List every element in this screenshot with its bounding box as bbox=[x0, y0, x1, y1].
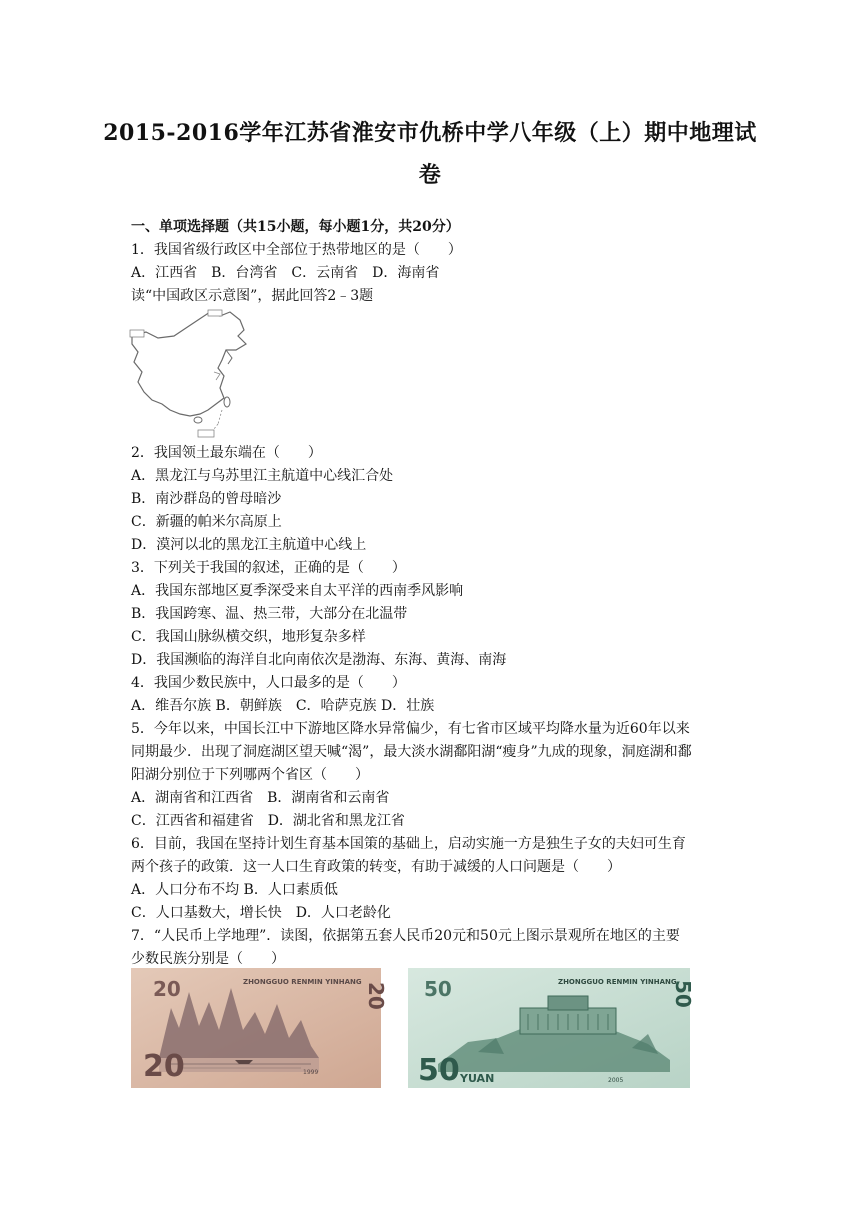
question-1: 1．我国省级行政区中全部位于热带地区的是（ ） bbox=[131, 242, 462, 258]
banknote-50-yuan-image bbox=[408, 968, 695, 1088]
question-6-line-1: 6．目前，我国在坚持计划生育基本国策的基础上，启动实施一方是独生子女的夫妇可生育 bbox=[131, 836, 686, 852]
exam-title-line-1: 2015-2016学年江苏省淮安市仇桥中学八年级（上）期中地理试 bbox=[103, 120, 757, 146]
note20-year: 1999 bbox=[303, 1069, 319, 1076]
question-5-options-ab: A．湖南省和江西省 B．湖南省和云南省 bbox=[131, 790, 390, 806]
question-5-line-1: 5．今年以来，中国长江中下游地区降水异常偏少，有七省市区域平均降水量为近60年以来 bbox=[131, 721, 690, 737]
note50-denomination-top: 50 bbox=[424, 977, 452, 1001]
question-5-line-2: 同期最少．出现了洞庭湖区望天喊“渴”，最大淡水湖鄱阳湖“瘦身”九成的现象，洞庭湖和鄱 bbox=[131, 744, 692, 760]
question-2-option-a: A．黑龙江与乌苏里江主航道中心线汇合处 bbox=[131, 468, 394, 484]
question-1-options: A．江西省 B．台湾省 C．云南省 D．海南省 bbox=[131, 265, 440, 281]
china-outline-map-icon bbox=[128, 310, 258, 440]
question-2-option-d: D．漠河以北的黑龙江主航道中心线上 bbox=[131, 537, 367, 553]
exam-title-line-2: 卷 bbox=[418, 162, 442, 188]
question-6-line-2: 两个孩子的政策．这一人口生育政策的转变，有助于减缓的人口问题是（ ） bbox=[131, 859, 621, 875]
question-2-option-b: B．南沙群岛的曾母暗沙 bbox=[131, 491, 282, 507]
note50-denomination-side: 50 bbox=[671, 980, 695, 1008]
note50-year: 2005 bbox=[608, 1077, 624, 1084]
question-3-option-b: B．我国跨寒、温、热三带，大部分在北温带 bbox=[131, 606, 408, 622]
question-3-option-a: A．我国东部地区夏季深受来自太平洋的西南季风影响 bbox=[131, 583, 464, 599]
note20-denomination-top: 20 bbox=[153, 977, 181, 1001]
question-6-options-ab: A．人口分布不均 B．人口素质低 bbox=[131, 882, 338, 898]
question-4-options: A．维吾尔族 B．朝鲜族 C．哈萨克族 D．壮族 bbox=[131, 698, 435, 714]
question-4: 4．我国少数民族中，人口最多的是（ ） bbox=[131, 675, 406, 691]
note50-denomination-bottom: 50 bbox=[418, 1053, 460, 1088]
note50-brand: ZHONGGUO RENMIN YINHANG bbox=[558, 978, 677, 986]
map-instruction: 读“中国政区示意图”，据此回答2﹣3题 bbox=[131, 288, 374, 304]
note20-denomination-bottom: 20 bbox=[143, 1049, 185, 1084]
question-7-line-2: 少数民族分别是（ ） bbox=[131, 951, 285, 967]
note20-denomination-side: 20 bbox=[364, 982, 388, 1010]
note50-currency: YUAN bbox=[460, 1072, 495, 1085]
question-2-option-c: C．新疆的帕米尔高原上 bbox=[131, 514, 282, 530]
question-3-option-c: C．我国山脉纵横交织，地形复杂多样 bbox=[131, 629, 366, 645]
question-5-options-cd: C．江西省和福建省 D．湖北省和黑龙江省 bbox=[131, 813, 405, 829]
section-heading: 一、单项选择题（共15小题，每小题1分，共20分） bbox=[131, 219, 460, 235]
banknote-20-yuan-image bbox=[131, 968, 388, 1088]
note20-brand: ZHONGGUO RENMIN YINHANG bbox=[243, 978, 362, 986]
question-6-options-cd: C．人口基数大，增长快 D．人口老龄化 bbox=[131, 905, 391, 921]
question-3-option-d: D．我国濒临的海洋自北向南依次是渤海、东海、黄海、南海 bbox=[131, 652, 507, 668]
question-3: 3．下列关于我国的叙述，正确的是（ ） bbox=[131, 560, 406, 576]
question-5-line-3: 阳湖分别位于下列哪两个省区（ ） bbox=[131, 767, 369, 783]
question-7-line-1: 7．“人民币上学地理”．读图，依据第五套人民币20元和50元上图示景观所在地区的主要 bbox=[131, 928, 680, 944]
question-2: 2．我国领土最东端在（ ） bbox=[131, 445, 322, 461]
